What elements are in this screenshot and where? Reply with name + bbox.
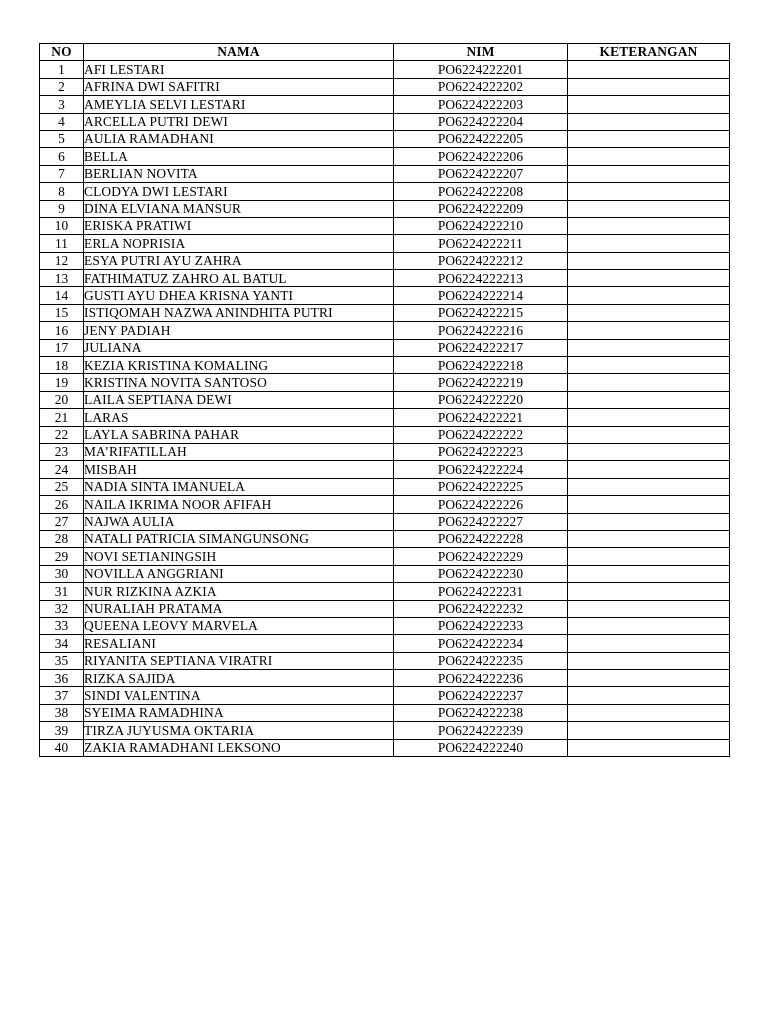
cell-no: 10 [40, 217, 84, 234]
table-row [40, 687, 730, 704]
table-row [40, 617, 730, 634]
cell-nama: NURALIAH PRATAMA [84, 600, 394, 617]
table-row [40, 635, 730, 652]
cell-no: 20 [40, 391, 84, 408]
cell-no: 30 [40, 565, 84, 582]
cell-keterangan [568, 600, 730, 617]
cell-nama: NAJWA AULIA [84, 513, 394, 530]
table-row [40, 548, 730, 565]
cell-no: 22 [40, 426, 84, 443]
cell-nama: NOVILLA ANGGRIANI [84, 565, 394, 582]
cell-nama: GUSTI AYU DHEA KRISNA YANTI [84, 287, 394, 304]
header-row [40, 44, 730, 61]
cell-nim: PO6224222210 [394, 217, 568, 234]
table-row [40, 530, 730, 547]
cell-no: 3 [40, 96, 84, 113]
cell-keterangan [568, 426, 730, 443]
cell-no: 12 [40, 252, 84, 269]
cell-nim: PO6224222228 [394, 530, 568, 547]
cell-nama: LAYLA SABRINA PAHAR [84, 426, 394, 443]
document-page [39, 43, 729, 757]
cell-keterangan [568, 61, 730, 78]
cell-nama: JENY PADIAH [84, 322, 394, 339]
cell-nim: PO6224222201 [394, 61, 568, 78]
cell-nama: ERLA NOPRISIA [84, 235, 394, 252]
cell-nama: FATHIMATUZ ZAHRO AL BATUL [84, 270, 394, 287]
cell-no: 8 [40, 183, 84, 200]
cell-keterangan [568, 565, 730, 582]
cell-nim: PO6224222229 [394, 548, 568, 565]
cell-nim: PO6224222209 [394, 200, 568, 217]
table-row [40, 478, 730, 495]
cell-no: 17 [40, 339, 84, 356]
cell-no: 15 [40, 304, 84, 321]
cell-keterangan [568, 217, 730, 234]
table-row [40, 200, 730, 217]
table-body [40, 61, 730, 757]
student-roster-table [39, 43, 730, 757]
cell-no: 28 [40, 530, 84, 547]
cell-keterangan [568, 374, 730, 391]
table-row [40, 565, 730, 582]
cell-nim: PO6224222207 [394, 165, 568, 182]
cell-nama: KRISTINA NOVITA SANTOSO [84, 374, 394, 391]
table-row [40, 183, 730, 200]
table-row [40, 339, 730, 356]
cell-keterangan [568, 530, 730, 547]
cell-keterangan [568, 652, 730, 669]
cell-keterangan [568, 148, 730, 165]
table-row [40, 722, 730, 739]
cell-keterangan [568, 722, 730, 739]
table-row [40, 704, 730, 721]
table-row [40, 304, 730, 321]
cell-no: 31 [40, 583, 84, 600]
cell-no: 9 [40, 200, 84, 217]
cell-nim: PO6224222226 [394, 496, 568, 513]
cell-nim: PO6224222218 [394, 357, 568, 374]
cell-nim: PO6224222220 [394, 391, 568, 408]
cell-nim: PO6224222206 [394, 148, 568, 165]
cell-no: 14 [40, 287, 84, 304]
cell-no: 7 [40, 165, 84, 182]
cell-no: 5 [40, 130, 84, 147]
cell-keterangan [568, 200, 730, 217]
cell-no: 4 [40, 113, 84, 130]
cell-nama: MA’RIFATILLAH [84, 443, 394, 460]
cell-nama: NADIA SINTA IMANUELA [84, 478, 394, 495]
cell-nim: PO6224222237 [394, 687, 568, 704]
cell-keterangan [568, 635, 730, 652]
cell-no: 36 [40, 670, 84, 687]
table-row [40, 130, 730, 147]
cell-keterangan [568, 252, 730, 269]
cell-nim: PO6224222215 [394, 304, 568, 321]
cell-no: 26 [40, 496, 84, 513]
cell-keterangan [568, 496, 730, 513]
header-nama: NAMA [84, 44, 394, 61]
table-row [40, 583, 730, 600]
cell-no: 27 [40, 513, 84, 530]
cell-nim: PO6224222222 [394, 426, 568, 443]
cell-nama: BERLIAN NOVITA [84, 165, 394, 182]
table-row [40, 600, 730, 617]
cell-nama: DINA ELVIANA MANSUR [84, 200, 394, 217]
cell-nama: LAILA SEPTIANA DEWI [84, 391, 394, 408]
cell-nim: PO6224222231 [394, 583, 568, 600]
cell-nim: PO6224222232 [394, 600, 568, 617]
cell-keterangan [568, 357, 730, 374]
cell-nim: PO6224222221 [394, 409, 568, 426]
cell-nama: ESYA PUTRI AYU ZAHRA [84, 252, 394, 269]
table-row [40, 652, 730, 669]
cell-keterangan [568, 670, 730, 687]
cell-nama: AULIA RAMADHANI [84, 130, 394, 147]
table-row [40, 148, 730, 165]
cell-no: 16 [40, 322, 84, 339]
cell-keterangan [568, 287, 730, 304]
cell-no: 25 [40, 478, 84, 495]
cell-no: 39 [40, 722, 84, 739]
cell-no: 40 [40, 739, 84, 756]
cell-no: 21 [40, 409, 84, 426]
cell-keterangan [568, 339, 730, 356]
cell-nim: PO6224222213 [394, 270, 568, 287]
cell-nama: ISTIQOMAH NAZWA ANINDHITA PUTRI [84, 304, 394, 321]
cell-no: 23 [40, 443, 84, 460]
cell-keterangan [568, 409, 730, 426]
cell-nim: PO6224222205 [394, 130, 568, 147]
table-row [40, 165, 730, 182]
table-row [40, 113, 730, 130]
cell-nim: PO6224222223 [394, 443, 568, 460]
table-header [40, 44, 730, 61]
cell-keterangan [568, 96, 730, 113]
cell-keterangan [568, 704, 730, 721]
cell-nim: PO6224222236 [394, 670, 568, 687]
cell-nama: AFI LESTARI [84, 61, 394, 78]
cell-no: 33 [40, 617, 84, 634]
table-row [40, 374, 730, 391]
cell-no: 2 [40, 78, 84, 95]
cell-keterangan [568, 322, 730, 339]
cell-nama: ZAKIA RAMADHANI LEKSONO [84, 739, 394, 756]
cell-keterangan [568, 165, 730, 182]
table-row [40, 252, 730, 269]
cell-nama: NOVI SETIANINGSIH [84, 548, 394, 565]
table-row [40, 391, 730, 408]
cell-keterangan [568, 130, 730, 147]
cell-nama: JULIANA [84, 339, 394, 356]
cell-nama: RESALIANI [84, 635, 394, 652]
cell-nim: PO6224222224 [394, 461, 568, 478]
table-row [40, 96, 730, 113]
cell-keterangan [568, 617, 730, 634]
cell-keterangan [568, 548, 730, 565]
cell-nama: CLODYA DWI LESTARI [84, 183, 394, 200]
cell-nim: PO6224222225 [394, 478, 568, 495]
cell-keterangan [568, 513, 730, 530]
cell-nim: PO6224222227 [394, 513, 568, 530]
cell-nama: SINDI VALENTINA [84, 687, 394, 704]
cell-nim: PO6224222212 [394, 252, 568, 269]
cell-no: 38 [40, 704, 84, 721]
cell-keterangan [568, 461, 730, 478]
table-row [40, 357, 730, 374]
cell-nama: QUEENA LEOVY MARVELA [84, 617, 394, 634]
table-row [40, 443, 730, 460]
cell-nama: NATALI PATRICIA SIMANGUNSONG [84, 530, 394, 547]
cell-nama: MISBAH [84, 461, 394, 478]
cell-keterangan [568, 391, 730, 408]
cell-nim: PO6224222238 [394, 704, 568, 721]
cell-nim: PO6224222204 [394, 113, 568, 130]
cell-nama: LARAS [84, 409, 394, 426]
cell-nim: PO6224222239 [394, 722, 568, 739]
cell-nama: NAILA IKRIMA NOOR AFIFAH [84, 496, 394, 513]
cell-nama: AMEYLIA SELVI LESTARI [84, 96, 394, 113]
cell-no: 34 [40, 635, 84, 652]
cell-nama: NUR RIZKINA AZKIA [84, 583, 394, 600]
cell-keterangan [568, 739, 730, 756]
cell-no: 1 [40, 61, 84, 78]
cell-no: 35 [40, 652, 84, 669]
cell-no: 19 [40, 374, 84, 391]
header-no: NO [40, 44, 84, 61]
table-row [40, 61, 730, 78]
table-row [40, 739, 730, 756]
cell-nim: PO6224222202 [394, 78, 568, 95]
table-row [40, 496, 730, 513]
cell-no: 6 [40, 148, 84, 165]
cell-nama: KEZIA KRISTINA KOMALING [84, 357, 394, 374]
cell-nim: PO6224222219 [394, 374, 568, 391]
cell-no: 32 [40, 600, 84, 617]
cell-keterangan [568, 113, 730, 130]
cell-nim: PO6224222203 [394, 96, 568, 113]
cell-no: 11 [40, 235, 84, 252]
cell-keterangan [568, 304, 730, 321]
cell-nim: PO6224222230 [394, 565, 568, 582]
table-row [40, 426, 730, 443]
header-nim: NIM [394, 44, 568, 61]
table-row [40, 235, 730, 252]
table-row [40, 461, 730, 478]
cell-keterangan [568, 235, 730, 252]
cell-keterangan [568, 687, 730, 704]
cell-no: 24 [40, 461, 84, 478]
cell-keterangan [568, 443, 730, 460]
cell-keterangan [568, 78, 730, 95]
cell-nim: PO6224222233 [394, 617, 568, 634]
cell-nama: ERISKA PRATIWI [84, 217, 394, 234]
cell-nama: AFRINA DWI SAFITRI [84, 78, 394, 95]
cell-nim: PO6224222217 [394, 339, 568, 356]
table-row [40, 670, 730, 687]
cell-nama: SYEIMA RAMADHINA [84, 704, 394, 721]
cell-nim: PO6224222234 [394, 635, 568, 652]
header-keterangan: KETERANGAN [568, 44, 730, 61]
cell-no: 37 [40, 687, 84, 704]
cell-nim: PO6224222211 [394, 235, 568, 252]
cell-keterangan [568, 478, 730, 495]
cell-nim: PO6224222208 [394, 183, 568, 200]
cell-nama: RIZKA SAJIDA [84, 670, 394, 687]
cell-no: 29 [40, 548, 84, 565]
table-row [40, 78, 730, 95]
cell-keterangan [568, 183, 730, 200]
cell-nama: BELLA [84, 148, 394, 165]
cell-nim: PO6224222214 [394, 287, 568, 304]
cell-no: 13 [40, 270, 84, 287]
cell-no: 18 [40, 357, 84, 374]
table-row [40, 217, 730, 234]
table-row [40, 322, 730, 339]
cell-nama: ARCELLA PUTRI DEWI [84, 113, 394, 130]
table-row [40, 270, 730, 287]
cell-nim: PO6224222216 [394, 322, 568, 339]
table-row [40, 513, 730, 530]
cell-nim: PO6224222240 [394, 739, 568, 756]
table-row [40, 409, 730, 426]
table-row [40, 287, 730, 304]
cell-nama: TIRZA JUYUSMA OKTARIA [84, 722, 394, 739]
cell-nama: RIYANITA SEPTIANA VIRATRI [84, 652, 394, 669]
cell-keterangan [568, 583, 730, 600]
cell-keterangan [568, 270, 730, 287]
cell-nim: PO6224222235 [394, 652, 568, 669]
